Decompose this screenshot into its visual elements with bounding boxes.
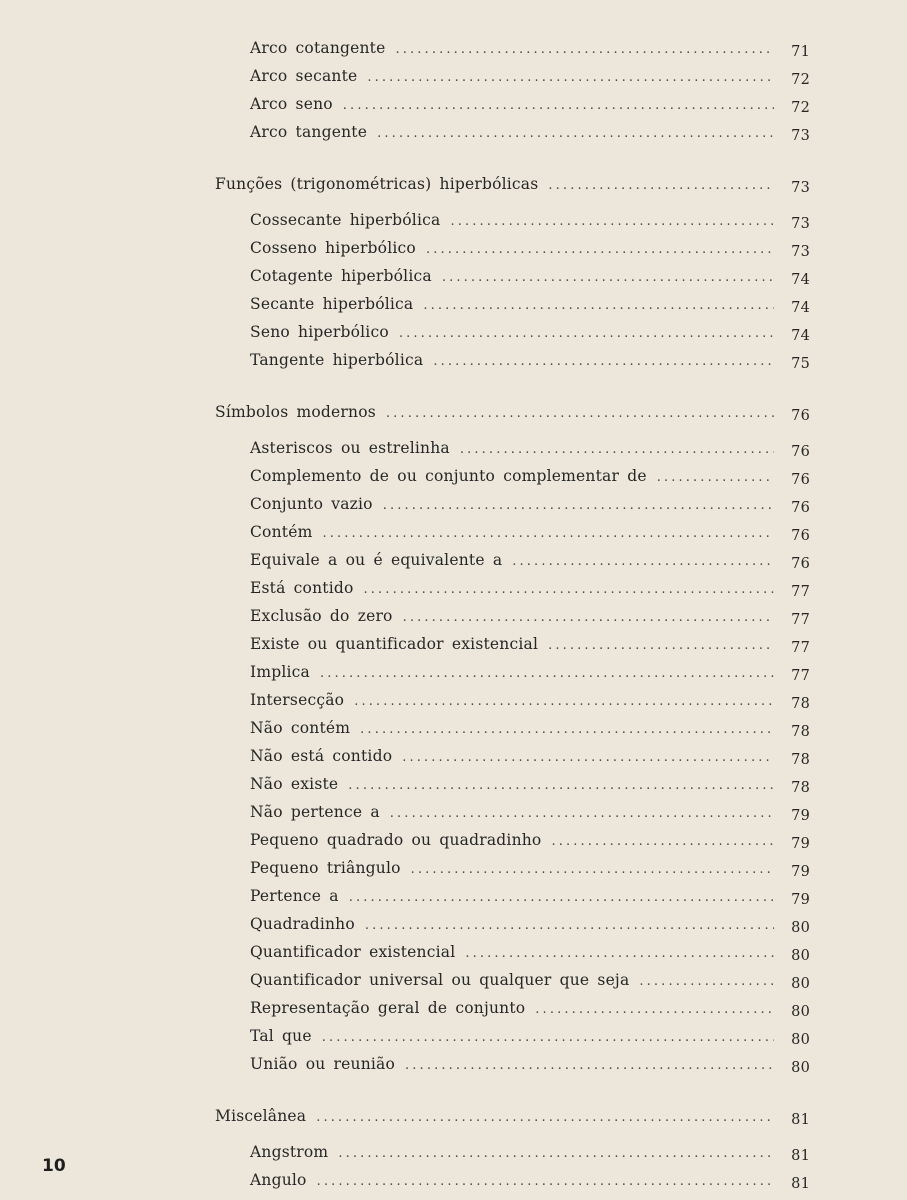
toc-entry-page: 76 [791,556,810,572]
dot-leader [535,996,774,1024]
toc-section-heading [0,170,810,198]
toc-entry-page: 80 [791,1060,810,1076]
dot-leader [367,64,774,92]
toc-entry-page: 75 [791,356,810,372]
toc-entry-label: Arco seno [250,95,333,113]
toc-entry-page: 78 [791,752,810,768]
toc-entry-label: Arco secante [250,67,358,85]
table-of-contents [0,34,907,1194]
dot-leader [639,968,774,996]
toc-entry [0,462,810,490]
dot-leader [322,520,774,548]
dot-leader [365,912,774,940]
toc-entry-page: 76 [791,444,810,460]
toc-entry-label: Complemento de ou conjunto complementar de [250,467,647,485]
toc-entry-label: Angulo [250,1171,307,1189]
dot-leader [383,492,774,520]
toc-entry-page: 76 [791,408,810,424]
toc-entry-page: 76 [791,528,810,544]
dot-leader [423,292,774,320]
toc-entry-page: 74 [791,328,810,344]
toc-entry [0,206,810,234]
toc-entry [0,234,810,262]
toc-entry-page: 72 [791,100,810,116]
dot-leader [411,856,774,884]
toc-entry-page: 77 [791,668,810,684]
toc-entry-label: Funções (trigonométricas) hiperbólicas [215,175,539,193]
dot-leader [360,716,774,744]
dot-leader [399,320,774,348]
toc-entry-label: União ou reunião [250,1055,396,1073]
toc-entry-page: 78 [791,696,810,712]
toc-entry-page: 81 [791,1148,810,1164]
toc-entry-label: Conjunto vazio [250,495,373,513]
toc-entry [0,994,810,1022]
dot-leader [551,828,774,856]
toc-entry-label: Contém [250,523,313,541]
dot-leader [465,940,774,968]
toc-entry-page: 73 [791,180,810,196]
dot-leader [377,120,774,148]
dot-leader [405,1052,774,1080]
toc-entry [0,318,810,346]
toc-entry [0,770,810,798]
toc-entry [0,1138,810,1166]
toc-entry [0,118,810,146]
toc-entry [0,34,810,62]
dot-leader [390,800,774,828]
toc-entry-page: 79 [791,892,810,908]
toc-entry-label: Quantificador existencial [250,943,456,961]
toc-entry-label: Cossecante hiperbólica [250,211,441,229]
toc-entry-label: Seno hiperbólico [250,323,389,341]
toc-entry-label: Quantificador universal ou qualquer que seja [250,971,630,989]
dot-leader [402,744,774,772]
toc-entry [0,882,810,910]
dot-leader [349,884,774,912]
toc-entry [0,518,810,546]
toc-entry [0,910,810,938]
toc-entry [0,658,810,686]
toc-entry [0,1050,810,1078]
dot-leader [386,400,774,428]
page-number: 10 [42,1156,66,1176]
toc-entry-page: 79 [791,864,810,880]
dot-leader [354,688,774,716]
toc-entry [0,854,810,882]
toc-entry-page: 78 [791,724,810,740]
dot-leader [322,1024,774,1052]
toc-entry-label: Equivale a ou é equivalente a [250,551,503,569]
toc-entry-page: 77 [791,584,810,600]
dot-leader [343,92,774,120]
toc-entry [0,602,810,630]
toc-entry-page: 80 [791,920,810,936]
toc-entry-label: Pertence a [250,887,339,905]
toc-entry [0,1166,810,1194]
toc-entry [0,742,810,770]
toc-entry-label: Angstrom [250,1143,329,1161]
toc-section-heading [0,398,810,426]
dot-leader [548,172,774,200]
toc-entry-page: 73 [791,244,810,260]
toc-entry-label: Arco cotangente [250,39,386,57]
toc-entry-page: 77 [791,612,810,628]
toc-entry-label: Exclusão do zero [250,607,393,625]
dot-leader [433,348,774,376]
toc-entry [0,1022,810,1050]
toc-entry-page: 71 [791,44,810,60]
toc-entry-label: Asteriscos ou estrelinha [250,439,450,457]
toc-entry-page: 72 [791,72,810,88]
toc-entry-label: Miscelânea [215,1107,307,1125]
toc-entry-page: 81 [791,1112,810,1128]
toc-entry [0,686,810,714]
toc-entry-label: Está contido [250,579,354,597]
dot-leader [450,208,774,236]
dot-leader [348,772,774,800]
toc-entry [0,62,810,90]
toc-entry [0,90,810,118]
toc-entry [0,630,810,658]
dot-leader [460,436,774,464]
toc-entry-page: 78 [791,780,810,796]
toc-entry [0,938,810,966]
dot-leader [364,576,774,604]
toc-entry-label: Representação geral de conjunto [250,999,526,1017]
toc-entry-page: 80 [791,1004,810,1020]
toc-entry-label: Cotagente hiperbólica [250,267,432,285]
toc-entry-page: 80 [791,976,810,992]
dot-leader [512,548,774,576]
toc-entry-label: Não está contido [250,747,393,765]
dot-leader [317,1168,774,1196]
toc-entry-page: 77 [791,640,810,656]
dot-leader [426,236,774,264]
toc-entry-label: Arco tangente [250,123,368,141]
toc-entry-label: Tal que [250,1027,312,1045]
toc-entry [0,966,810,994]
toc-entry-label: Quadradinho [250,915,355,933]
toc-entry [0,290,810,318]
toc-entry-label: Cosseno hiperbólico [250,239,416,257]
toc-entry [0,546,810,574]
toc-entry-page: 79 [791,836,810,852]
toc-entry-label: Existe ou quantificador existencial [250,635,539,653]
toc-entry-page: 80 [791,948,810,964]
toc-entry-page: 76 [791,500,810,516]
toc-entry-label: Pequeno quadrado ou quadradinho [250,831,542,849]
toc-entry-label: Símbolos modernos [215,403,376,421]
dot-leader [396,36,775,64]
dot-leader [442,264,774,292]
toc-entry-label: Tangente hiperbólica [250,351,424,369]
toc-entry-page: 74 [791,272,810,288]
toc-entry-page: 73 [791,128,810,144]
dot-leader [548,632,774,660]
toc-entry [0,798,810,826]
toc-entry [0,490,810,518]
toc-entry-page: 76 [791,472,810,488]
toc-entry-label: Não pertence a [250,803,380,821]
toc-entry-page: 79 [791,808,810,824]
toc-section-heading [0,1102,810,1130]
toc-entry [0,346,810,374]
toc-entry [0,434,810,462]
toc-entry-page: 74 [791,300,810,316]
dot-leader [403,604,774,632]
toc-entry-page: 80 [791,1032,810,1048]
toc-entry-label: Pequeno triângulo [250,859,401,877]
dot-leader [338,1140,774,1168]
dot-leader [316,1104,774,1132]
toc-entry-label: Não contém [250,719,351,737]
toc-entry-label: Implica [250,663,310,681]
toc-entry-page: 81 [791,1176,810,1192]
toc-entry-label: Intersecção [250,691,345,709]
dot-leader [320,660,774,688]
toc-entry [0,714,810,742]
dot-leader [657,464,774,492]
toc-entry [0,826,810,854]
toc-entry [0,574,810,602]
toc-entry-label: Secante hiperbólica [250,295,414,313]
toc-entry [0,262,810,290]
toc-entry-label: Não existe [250,775,339,793]
toc-entry-page: 73 [791,216,810,232]
